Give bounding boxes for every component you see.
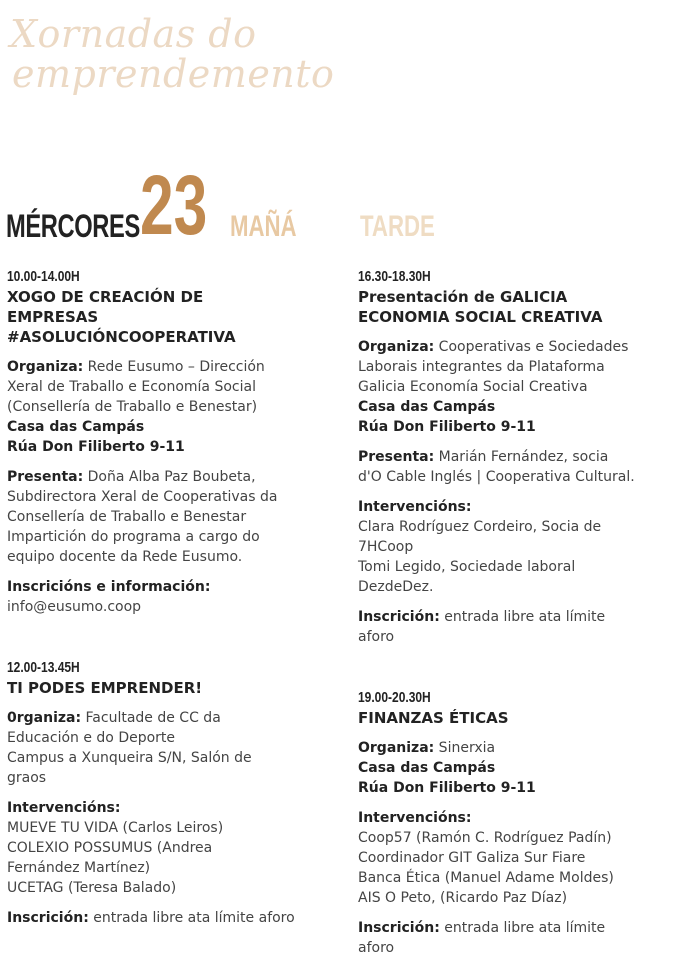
event-series-title [10,12,335,96]
speakers-block: Intervencións: MUEVE TU VIDA (Carlos Leiros) COLEXIO POSSUMUS (Andrea Fernández Martínez) UCETAG (Teresa Balado) [7,800,224,896]
speakers-block: Intervencións: Clara Rodríguez Cordeiro, Socia de 7HCoop Tomi Legido, Sociedade laboral DezdeDez. [358,499,602,595]
event-time: 12.00-13.45H [7,659,80,676]
venue-address: Rúa Don Filiberto 9-11 [358,419,536,435]
registration-block: Inscrición: entrada libre ata límite aforo [358,609,606,645]
organizer-block: Organiza: Rede Eusumo – Dirección Xeral de Traballo e Economía Social (Consellería de Traballo e Benestar) Casa das Campás Rúa Don Filiberto 9-11 [7,357,329,457]
event-title: TI PODES EMPRENDER! [7,679,203,697]
organizer-block: 0rganiza: Facultade de CC da Educación e do Deporte Campus a Xunqueira S/N, Salón de graos [7,710,252,786]
contact-email: info@eusumo.coop [7,599,142,615]
presenter-block: Presenta: Doña Alba Paz Boubeta, Subdirectora Xeral de Cooperativas da Consellería de Traballo e Benestar Impartición do programa a cargo do equipo docente da Rede Eusumo. [7,469,278,565]
event-time: 16.30-18.30H [358,268,431,285]
presenter-block: Presenta: Marián Fernández, socia d'O Cable Inglés | Cooperativa Cultural. [358,449,635,485]
title-line-1: Xornadas do [10,12,257,56]
venue-name: Casa das Campás [358,399,496,415]
weekday-label: MÉRCORES [6,208,140,244]
organizer-block: Organiza: Sinerxia Casa das Campás Rúa Don Filiberto 9-11 [358,738,680,798]
title-line-2: emprendemento [12,52,335,96]
venue-address: Rúa Don Filiberto 9-11 [358,780,536,796]
speakers-block: Intervencións: Coop57 (Ramón C. Rodríguez Padín) Coordinador GIT Galiza Sur Fiare Banca Ética (Manuel Adame Moldes) AIS O Peto, (Ricardo Paz Díaz) [358,810,614,906]
morning-label: MAÑÁ [230,210,297,243]
registration-block: Inscrición: entrada libre ata límite aforo [7,910,295,926]
event-time: 10.00-14.00H [7,268,80,285]
organizer-block: Organiza: Cooperativas e Sociedades Laborais integrantes da Plataforma Galicia Economía Social Creativa Casa das Campás Rúa Don Filiberto 9-11 [358,337,680,437]
event-title: FINANZAS ÉTICAS [358,709,509,727]
venue-name: Casa das Campás [7,419,145,435]
event-title: XOGO DE CREACIÓN DE EMPRESAS #ASOLUCIÓNCOOPERATIVA [7,288,236,346]
event-time: 19.00-20.30H [358,689,431,706]
afternoon-event-1 [358,266,680,647]
afternoon-event-2 [358,687,680,958]
morning-event-1 [7,266,329,617]
afternoon-label: TARDE [360,210,435,243]
day-heading [6,160,685,255]
event-title: Presentación de GALICIA ECONOMIA SOCIAL CREATIVA [358,288,603,326]
registration-block: Inscricións e información: info@eusumo.coop [7,577,329,617]
day-number: 23 [140,158,208,252]
registration-block: Inscrición: entrada libre ata límite aforo [358,920,606,956]
venue-address: Rúa Don Filiberto 9-11 [7,439,185,455]
morning-event-2 [7,657,329,928]
venue-name: Casa das Campás [358,760,496,776]
